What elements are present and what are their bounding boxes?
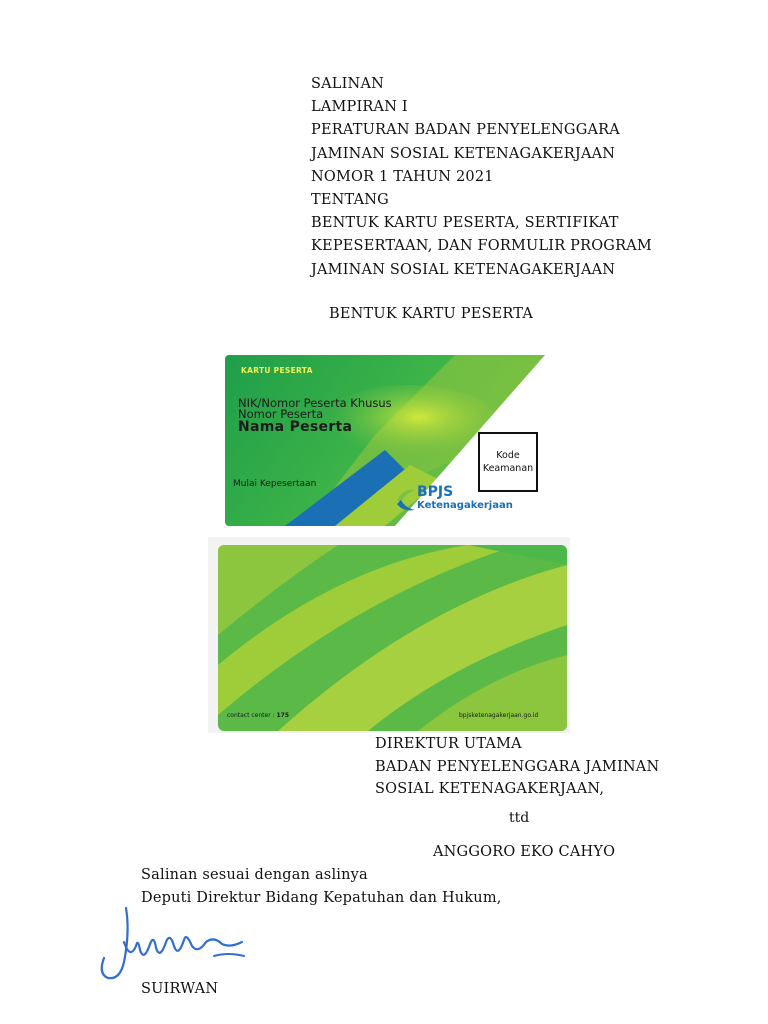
- keamanan-line: Keamanan: [482, 463, 534, 474]
- director-line: BADAN PENYELENGGARA JAMINAN: [375, 758, 660, 775]
- header-line: LAMPIRAN I: [311, 99, 408, 116]
- header-line: NOMOR 1 TAHUN 2021: [311, 168, 494, 185]
- nama-peserta-label: Nama Peserta: [238, 419, 353, 435]
- kode-keamanan-box: [478, 432, 538, 492]
- card-front: [225, 355, 557, 526]
- header-block: [311, 73, 652, 282]
- director-line: SOSIAL KETENAGAKERJAAN,: [375, 781, 605, 797]
- copy-line: Deputi Direktur Bidang Kepatuhan dan Hukum,: [141, 890, 502, 906]
- director-block: [375, 733, 659, 801]
- header-line: BENTUK KARTU PESERTA, SERTIFIKAT: [311, 215, 619, 232]
- website: bpjsketenagakerjaan.go.id: [459, 712, 539, 719]
- nomor-peserta-label: Nomor Peserta: [238, 407, 324, 421]
- director-name: ANGGORO EKO CAHYO: [433, 844, 616, 860]
- card-label: KARTU PESERTA: [241, 366, 313, 375]
- contact-label: contact center :: [227, 712, 277, 719]
- contact-center: [227, 712, 289, 719]
- section-title: BENTUK KARTU PESERTA: [329, 306, 534, 322]
- handwritten-signature: [94, 902, 254, 992]
- bpjs-logo-sub: Ketenagakerjaan: [417, 500, 513, 511]
- copy-signer-name: SUIRWAN: [141, 981, 219, 997]
- contact-number: 175: [276, 712, 290, 719]
- header-line: JAMINAN SOSIAL KETENAGAKERJAAN: [311, 145, 616, 162]
- mulai-kepesertaan-label: Mulai Kepesertaan: [233, 479, 317, 489]
- kode-line: Kode: [496, 450, 520, 461]
- header-line: PERATURAN BADAN PENYELENGGARA: [311, 122, 620, 139]
- bpjs-logo-name: BPJS: [417, 484, 454, 500]
- bpjs-logo: [395, 484, 545, 518]
- ttd-mark: ttd: [509, 810, 530, 826]
- nik-label: NIK/Nomor Peserta Khusus: [238, 396, 392, 410]
- director-line: DIREKTUR UTAMA: [375, 736, 522, 752]
- copy-line: Salinan sesuai dengan aslinya: [141, 867, 368, 883]
- header-line: TENTANG: [311, 192, 389, 209]
- header-line: SALINAN: [311, 76, 385, 92]
- bpjs-logo-icon: [395, 486, 417, 516]
- header-line: JAMINAN SOSIAL KETENAGAKERJAAN: [311, 261, 616, 278]
- header-line: KEPESERTAAN, DAN FORMULIR PROGRAM: [311, 238, 652, 255]
- card-back: [218, 545, 567, 731]
- card-back-background: [218, 545, 567, 731]
